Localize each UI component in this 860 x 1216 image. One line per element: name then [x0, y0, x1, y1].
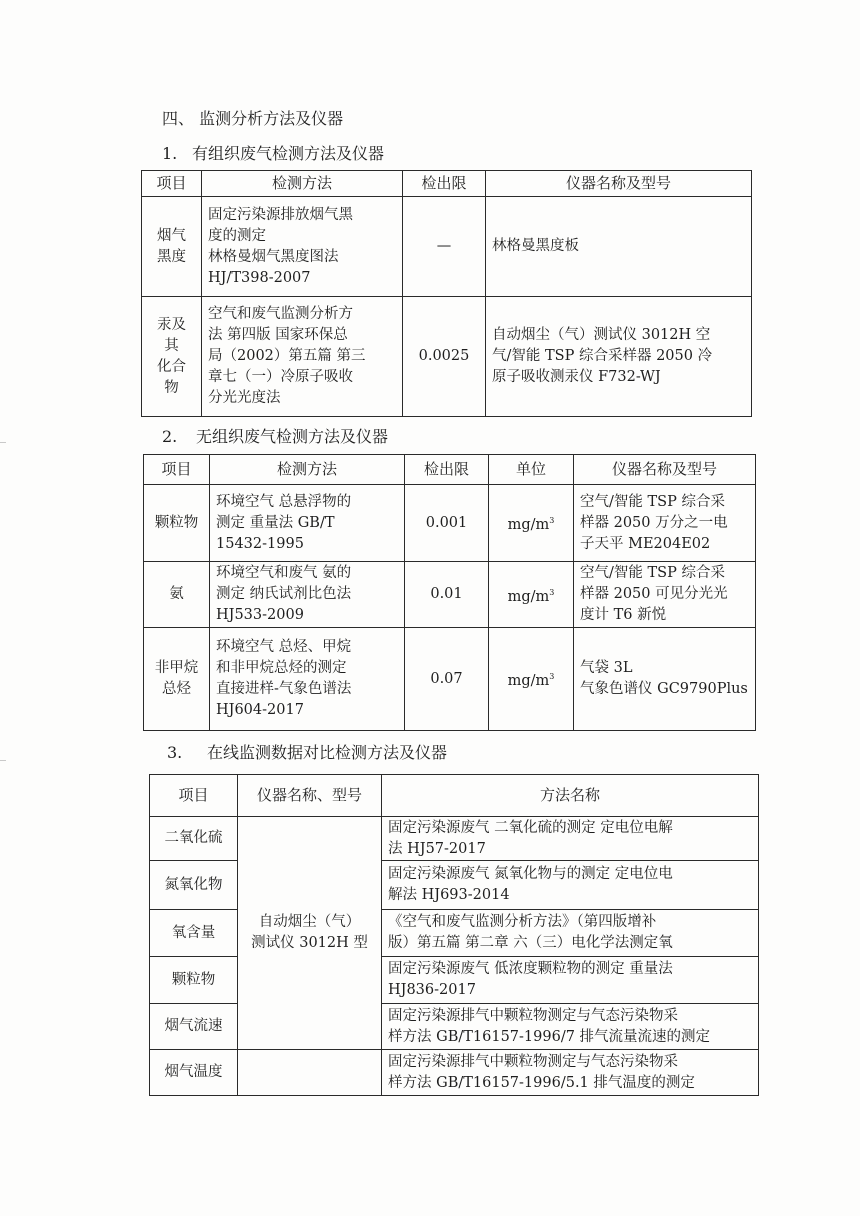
row-item: 颗粒物	[150, 957, 238, 1004]
row-method: 固定污染源废气 二氧化硫的测定 定电位电解 法 HJ57-2017	[382, 817, 759, 861]
row-item: 烟气温度	[150, 1050, 238, 1096]
unit-superscript: 3	[549, 672, 555, 682]
row-method: 固定污染源废气 低浓度颗粒物的测定 重量法 HJ836-2017	[382, 957, 759, 1004]
section1-heading	[162, 141, 384, 164]
row-unit	[489, 485, 574, 562]
header-method: 方法名称	[382, 775, 759, 817]
header-item: 项目	[150, 775, 238, 817]
row-item: 烟气 黑度	[142, 197, 202, 297]
empty-cell	[238, 1050, 382, 1096]
row-method: 空气和废气监测分析方 法 第四版 国家环保总 局（2002）第五篇 第三 章七（一）冷原子吸收 分光光度法	[202, 297, 403, 417]
table-row	[144, 628, 756, 731]
row-item: 二氧化硫	[150, 817, 238, 861]
row-item: 颗粒物	[144, 485, 210, 562]
row-method: 固定污染源排放烟气黑 度的测定 林格曼烟气黑度图法 HJ/T398-2007	[202, 197, 403, 297]
section3-number: 3.	[167, 743, 183, 762]
table-header-row	[144, 455, 756, 485]
online-monitoring-table	[149, 774, 759, 1096]
header-instrument: 仪器名称及型号	[486, 171, 752, 197]
row-method: 环境空气 总悬浮物的 测定 重量法 GB/T 15432-1995	[210, 485, 405, 562]
unit-superscript: 3	[549, 516, 555, 526]
table-row	[150, 817, 759, 861]
row-instrument: 自动烟尘（气）测试仪 3012H 空 气/智能 TSP 综合采样器 2050 冷 原子吸收测汞仪 F732-WJ	[486, 297, 752, 417]
unit-text: mg/m	[507, 516, 550, 533]
row-item: 汞及 其 化合 物	[142, 297, 202, 417]
row-method: 环境空气 总烃、甲烷 和非甲烷总烃的测定 直接进样-气象色谱法 HJ604-2017	[210, 628, 405, 731]
section3-heading	[167, 740, 447, 763]
unorganized-gas-table	[143, 454, 756, 731]
table-header-row	[142, 171, 752, 197]
unit-superscript: 3	[549, 587, 555, 597]
row-instrument: 空气/智能 TSP 综合采 样器 2050 万分之一电 子天平 ME204E02	[574, 485, 756, 562]
row-limit: 0.01	[405, 562, 489, 628]
section2-number: 2.	[162, 427, 178, 446]
row-unit	[489, 628, 574, 731]
header-method: 检测方法	[202, 171, 403, 197]
section3-title: 在线监测数据对比检测方法及仪器	[207, 743, 448, 762]
row-method: 环境空气和废气 氨的 测定 纳氏试剂比色法 HJ533-2009	[210, 562, 405, 628]
header-instrument: 仪器名称及型号	[574, 455, 756, 485]
organized-gas-table	[141, 170, 752, 417]
row-item: 氧含量	[150, 910, 238, 957]
table-row	[150, 1050, 759, 1096]
header-limit: 检出限	[405, 455, 489, 485]
row-item: 氨	[144, 562, 210, 628]
row-unit	[489, 562, 574, 628]
row-method: 《空气和废气监测分析方法》（第四版增补 版）第五篇 第二章 六（三）电化学法测定氧	[382, 910, 759, 957]
row-instrument: 空气/智能 TSP 综合采 样器 2050 可见分光光 度计 T6 新悦	[574, 562, 756, 628]
row-method: 固定污染源排气中颗粒物测定与气态污染物采 样方法 GB/T16157-1996/5.1 排气温度的测定	[382, 1050, 759, 1096]
row-limit: 0.0025	[403, 297, 486, 417]
row-item: 氮氧化物	[150, 861, 238, 910]
row-limit: —	[403, 197, 486, 297]
shared-instrument: 自动烟尘（气） 测试仪 3012H 型	[238, 817, 382, 1050]
row-item: 烟气流速	[150, 1004, 238, 1050]
row-method: 固定污染源废气 氮氧化物与的测定 定电位电 解法 HJ693-2014	[382, 861, 759, 910]
section2-heading	[162, 424, 388, 447]
section2-title: 无组织废气检测方法及仪器	[196, 427, 389, 446]
scan-mark	[0, 442, 6, 443]
section1-title: 有组织废气检测方法及仪器	[192, 144, 385, 163]
header-item: 项目	[144, 455, 210, 485]
row-limit: 0.07	[405, 628, 489, 731]
unit-text: mg/m	[507, 672, 550, 689]
row-instrument: 气袋 3L 气象色谱仪 GC9790Plus	[574, 628, 756, 731]
row-instrument: 林格曼黑度板	[486, 197, 752, 297]
table-row	[144, 562, 756, 628]
row-method: 固定污染源排气中颗粒物测定与气态污染物采 样方法 GB/T16157-1996/7 排气流量流速的测定	[382, 1004, 759, 1050]
section1-number: 1.	[162, 144, 178, 163]
header-unit: 单位	[489, 455, 574, 485]
scan-mark	[0, 760, 6, 761]
header-limit: 检出限	[403, 171, 486, 197]
row-limit: 0.001	[405, 485, 489, 562]
section-title: 四、 监测分析方法及仪器	[162, 109, 344, 128]
header-item: 项目	[142, 171, 202, 197]
table-header-row	[150, 775, 759, 817]
row-item: 非甲烷 总烃	[144, 628, 210, 731]
header-method: 检测方法	[210, 455, 405, 485]
table-row	[144, 485, 756, 562]
header-instrument: 仪器名称、型号	[238, 775, 382, 817]
unit-text: mg/m	[507, 588, 550, 605]
table-row	[142, 297, 752, 417]
table-row	[142, 197, 752, 297]
